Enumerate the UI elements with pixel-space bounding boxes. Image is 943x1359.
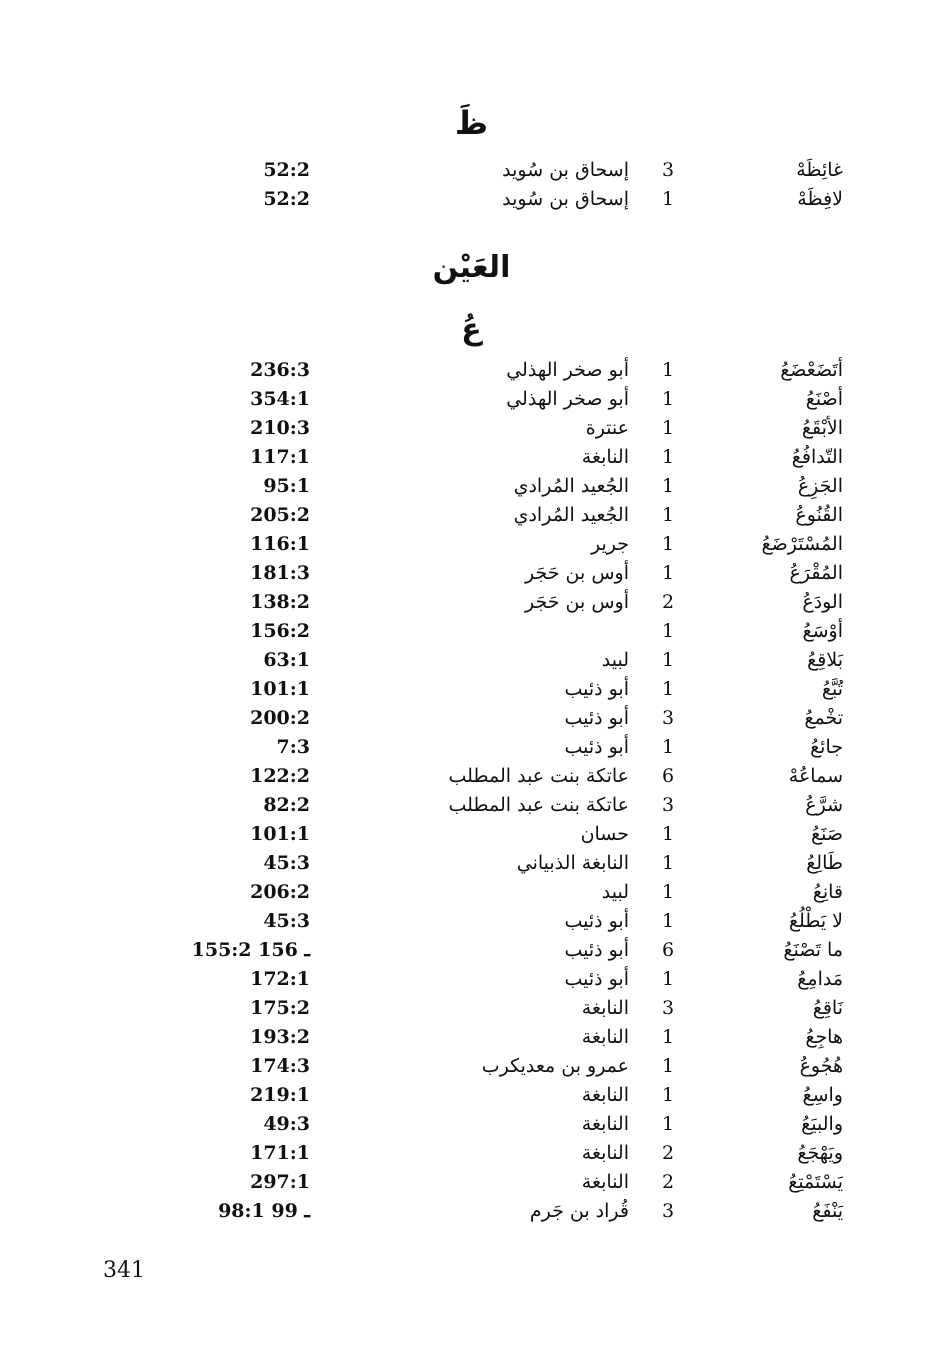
rhyme-word: نَاقِعُ (812, 997, 843, 1019)
page-reference: 205:2 (250, 504, 310, 526)
page-reference: 210:3 (250, 417, 310, 439)
verse-count: 6 (661, 939, 675, 961)
table-row (0, 1081, 943, 1110)
page-reference: 52:2 (263, 188, 310, 210)
rhyme-word: شرَّعُ (805, 794, 843, 816)
poet-name: أبو ذئيب (564, 678, 629, 700)
table-row (0, 617, 943, 646)
rhyme-word: لافِظَهْ (797, 188, 843, 210)
rhyme-word: بَلاقِعُ (807, 649, 843, 671)
table-row (0, 185, 943, 214)
poet-name: أبو صخر الهذلي (506, 359, 629, 381)
verse-count: 3 (661, 159, 675, 181)
verse-count: 6 (661, 765, 675, 787)
verse-count: 1 (661, 968, 675, 990)
poet-name: النابغة (581, 1026, 629, 1048)
poet-name: أبو صخر الهذلي (506, 388, 629, 410)
table-row (0, 385, 943, 414)
page-reference: 101:1 (250, 678, 310, 700)
verse-count: 2 (661, 1171, 675, 1193)
poet-name: النابغة (581, 446, 629, 468)
page-reference: 122:2 (250, 765, 310, 787)
poet-name: عاتكة بنت عبد المطلب (448, 765, 629, 787)
verse-count: 1 (661, 910, 675, 932)
rhyme-word: الأبْقَعُ (801, 417, 843, 439)
poet-name: الجُعيد المُرادي (513, 504, 629, 526)
page-reference: 155:2 ـ 156 (191, 939, 310, 961)
rhyme-word: الجَزِعُ (797, 475, 843, 497)
page-reference: 200:2 (250, 707, 310, 729)
rhyme-word: ما تَصْنَعُ (783, 939, 843, 961)
poet-name: النابغة الذبياني (516, 852, 629, 874)
table-row (0, 559, 943, 588)
page-reference: 82:2 (263, 794, 310, 816)
verse-count: 1 (661, 533, 675, 555)
page-reference: 117:1 (250, 446, 310, 468)
verse-count: 1 (661, 1113, 675, 1135)
rhyme-word: طَالِعُ (806, 852, 843, 874)
rhyme-word: ويَهْجَعُ (797, 1142, 843, 1164)
table-row (0, 501, 943, 530)
verse-count: 3 (661, 707, 675, 729)
poet-name: أبو ذئيب (564, 939, 629, 961)
table-row (0, 1110, 943, 1139)
table-row (0, 791, 943, 820)
poet-name: حسان (580, 823, 629, 845)
verse-count: 1 (661, 678, 675, 700)
verse-count: 1 (661, 475, 675, 497)
table-row (0, 356, 943, 385)
poet-name: إسحاق بن سُويد (502, 159, 629, 181)
verse-count: 1 (661, 620, 675, 642)
rhyme-word: يَسْتَمْتِعُ (788, 1171, 843, 1193)
rhyme-word: أتَضَعْضَعُ (780, 359, 843, 381)
page-reference: 52:2 (263, 159, 310, 181)
poet-name: أبو ذئيب (564, 736, 629, 758)
rhyme-word: التّدافُعُ (791, 446, 843, 468)
page-reference: 45:3 (263, 852, 310, 874)
rhyme-word: تخْمعُ (804, 707, 843, 729)
page-reference: 181:3 (250, 562, 310, 584)
verse-count: 3 (661, 1200, 675, 1222)
rhyme-word: جائعُ (810, 736, 843, 758)
page-reference: 138:2 (250, 591, 310, 613)
verse-count: 1 (661, 1026, 675, 1048)
section-heading-ayn: العَيْن (432, 250, 511, 285)
page-reference: 98:1 ـ 99 (218, 1200, 310, 1222)
table-row (0, 1197, 943, 1226)
verse-count: 3 (661, 794, 675, 816)
page-reference: 236:3 (250, 359, 310, 381)
poet-name: أوس بن حَجَر (525, 562, 629, 584)
page-reference: 219:1 (250, 1084, 310, 1106)
poet-name: النابغة (581, 1113, 629, 1135)
poet-name: أبو ذئيب (564, 910, 629, 932)
rhyme-word: أصْنَعُ (805, 388, 843, 410)
table-row (0, 878, 943, 907)
page-reference: 49:3 (263, 1113, 310, 1135)
page-reference: 116:1 (250, 533, 310, 555)
rhyme-word: غائِظَهْ (796, 159, 843, 181)
poet-name: عنترة (585, 417, 629, 439)
rhyme-word: واسِعُ (802, 1084, 843, 1106)
verse-count: 1 (661, 562, 675, 584)
verse-count: 1 (661, 881, 675, 903)
table-row (0, 820, 943, 849)
poet-name: أبو ذئيب (564, 968, 629, 990)
verse-count: 1 (661, 417, 675, 439)
verse-count: 1 (661, 359, 675, 381)
verse-count: 1 (661, 736, 675, 758)
poet-name: عمرو بن معديكرب (481, 1055, 629, 1077)
poet-name: إسحاق بن سُويد (502, 188, 629, 210)
table-row (0, 704, 943, 733)
poet-name: أبو ذئيب (564, 707, 629, 729)
table-row (0, 414, 943, 443)
table-row (0, 472, 943, 501)
page-reference: 172:1 (250, 968, 310, 990)
rhyme-word: هاجِعُ (805, 1026, 843, 1048)
table-row (0, 530, 943, 559)
table-row (0, 646, 943, 675)
rhyme-word: تُبَّعُ (821, 678, 843, 700)
page-reference: 206:2 (250, 881, 310, 903)
verse-count: 1 (661, 1084, 675, 1106)
page-reference: 156:2 (250, 620, 310, 642)
page-reference: 101:1 (250, 823, 310, 845)
verse-count: 1 (661, 1055, 675, 1077)
page-reference: 95:1 (263, 475, 310, 497)
poet-name: أوس بن حَجَر (525, 591, 629, 613)
rhyme-word: هُجُوعُ (799, 1055, 843, 1077)
subsection-heading-ayn: عُ (461, 312, 482, 347)
page-reference: 171:1 (250, 1142, 310, 1164)
page-reference: 193:2 (250, 1026, 310, 1048)
verse-count: 2 (661, 1142, 675, 1164)
verse-count: 1 (661, 649, 675, 671)
table-row (0, 156, 943, 185)
page-reference: 354:1 (250, 388, 310, 410)
rhyme-word: القُنُوعُ (795, 504, 843, 526)
rhyme-word: الودَعُ (802, 591, 843, 613)
table-row (0, 1023, 943, 1052)
poet-name: جرير (591, 533, 629, 555)
rhyme-word: صَنَعُ (811, 823, 843, 845)
poet-name: الجُعيد المُرادي (513, 475, 629, 497)
verse-count: 1 (661, 188, 675, 210)
poet-name: قُراد بن جَرم (529, 1200, 629, 1222)
verse-count: 3 (661, 997, 675, 1019)
index-table-zaa (0, 156, 943, 214)
poet-name: لبيد (601, 881, 629, 903)
poet-name: لبيد (601, 649, 629, 671)
table-row (0, 849, 943, 878)
rhyme-word: المُقْرَعُ (789, 562, 843, 584)
rhyme-word: سماعُهْ (788, 765, 843, 787)
page-reference: 297:1 (250, 1171, 310, 1193)
table-row (0, 762, 943, 791)
page-reference: 45:3 (263, 910, 310, 932)
poet-name: عاتكة بنت عبد المطلب (448, 794, 629, 816)
page-reference: 175:2 (250, 997, 310, 1019)
rhyme-word: المُسْتَرْضَعُ (761, 533, 843, 555)
verse-count: 1 (661, 504, 675, 526)
poet-name: النابغة (581, 1084, 629, 1106)
page-number: 341 (103, 1258, 145, 1283)
rhyme-word: أوْسَعُ (802, 620, 843, 642)
table-row (0, 1168, 943, 1197)
rhyme-word: يَنْفَعُ (812, 1200, 843, 1222)
page-reference: 7:3 (276, 736, 310, 758)
table-row (0, 965, 943, 994)
verse-count: 2 (661, 591, 675, 613)
table-row (0, 1052, 943, 1081)
page-reference: 174:3 (250, 1055, 310, 1077)
index-table-ayn (0, 356, 943, 1226)
verse-count: 1 (661, 446, 675, 468)
rhyme-word: والبيَعُ (801, 1113, 843, 1135)
rhyme-word: قانِعُ (812, 881, 843, 903)
table-row (0, 675, 943, 704)
poet-name: النابغة (581, 997, 629, 1019)
table-row (0, 994, 943, 1023)
table-row (0, 443, 943, 472)
table-row (0, 936, 943, 965)
table-row (0, 588, 943, 617)
verse-count: 1 (661, 388, 675, 410)
verse-count: 1 (661, 852, 675, 874)
page-reference: 63:1 (263, 649, 310, 671)
section-heading-zaa: ظَ (454, 104, 489, 142)
table-row (0, 1139, 943, 1168)
poet-name: النابغة (581, 1142, 629, 1164)
table-row (0, 733, 943, 762)
verse-count: 1 (661, 823, 675, 845)
poet-name: النابغة (581, 1171, 629, 1193)
table-row (0, 907, 943, 936)
rhyme-word: مَدامِعُ (797, 968, 843, 990)
rhyme-word: لا يَطْلُعُ (788, 910, 843, 932)
